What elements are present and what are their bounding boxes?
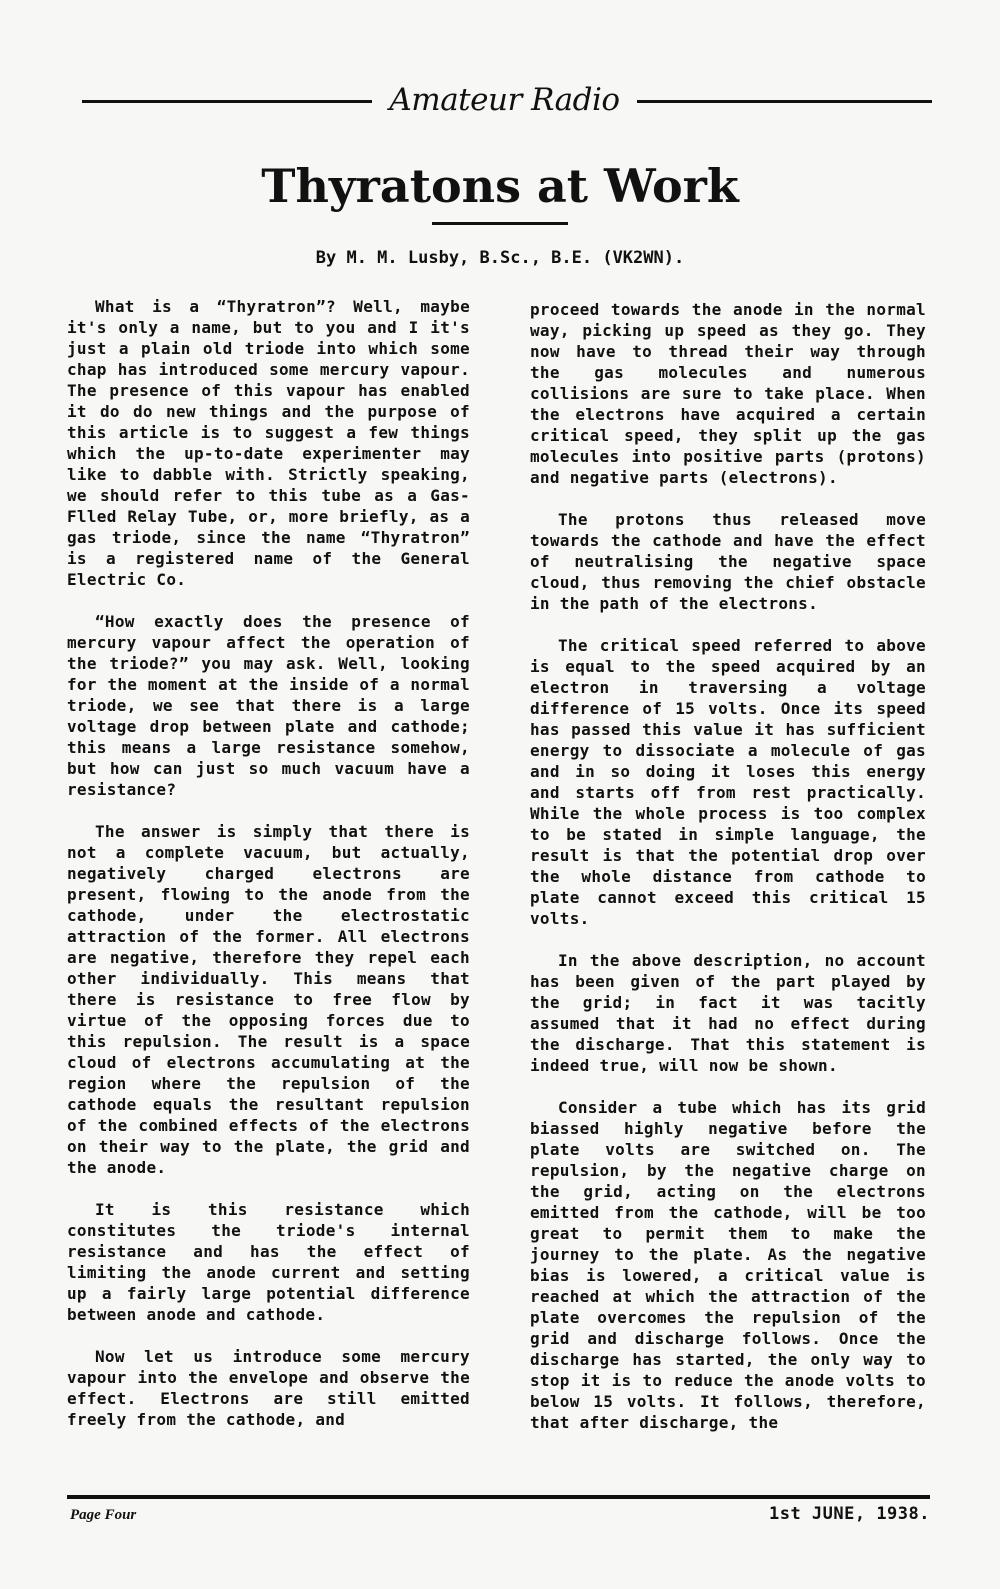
- left-column: [67, 296, 470, 1451]
- paragraph: In the above description, no account has been given of the part played by the grid; in fact it was tacitly assumed that it had no effect during the discharge. That this statement is indeed true, will now be shown.: [530, 951, 926, 1075]
- paragraph: The answer is simply that there is not a complete vacuum, but actually, negatively charged electrons are present, flowing to the anode from the cathode, under the electrostatic attraction of the former. All electrons are negative, therefore they repel each other individually. This means that there is resistance to free flow by virtue of the opposing forces due to this repulsion. The result is a space cloud of electrons accumulating at the region where the repulsion of the cathode equals the resultant repulsion of the combined effects of the electrons on their way to the plate, the grid and the anode.: [67, 822, 470, 1177]
- article-title: Thyratons at Work: [261, 159, 739, 213]
- right-column: [530, 299, 926, 1454]
- paragraph: The protons thus released move towards the cathode and have the effect of neutralising the negative space cloud, thus removing the chief obstacle in the path of the electrons.: [530, 510, 926, 613]
- masthead-rule-left: [82, 100, 372, 103]
- paragraph: What is a “Thyratron”? Well, maybe it's only a name, but to you and I it's just a plain old triode into which some chap has introduced some mercury vapour. The presence of this vapour has enabled it do do new things and the purpose of this article is to suggest a few things which the up-to-date experimenter may like to dabble with. Strictly speaking, we should refer to this tube as a Gas-Flled Relay Tube, or, more briefly, as a gas triode, since the name “Thyratron” is a registered name of the General Electric Co.: [67, 297, 470, 589]
- paragraph: The critical speed referred to above is equal to the speed acquired by an electron in traversing a voltage difference of 15 volts. Once its speed has passed this value it has sufficient energy to dissociate a molecule of gas and in so doing it loses this energy and starts off from rest practically. While the whole process is too complex to be stated in simple language, the result is that the potential drop over the whole distance from cathode to plate cannot exceed this critical 15 volts.: [530, 636, 926, 928]
- masthead: [82, 80, 932, 120]
- paragraph: It is this resistance which constitutes the triode's internal resistance and has the effect of limiting the anode current and setting up a fairly large potential difference between anode and cathode.: [67, 1200, 470, 1324]
- masthead-title: Amateur Radio: [389, 82, 620, 118]
- byline: By M. M. Lusby, B.Sc., B.E. (VK2WN).: [315, 248, 685, 268]
- issue-date: 1st JUNE, 1938.: [768, 1504, 930, 1524]
- footer-rule: [67, 1495, 930, 1499]
- paragraph: “How exactly does the presence of mercury vapour affect the operation of the triode?” you may ask. Well, looking for the moment at the inside of a normal triode, we see that there is a large voltage drop between plate and cathode; this means a large resistance somehow, but how can just so much vacuum have a resistance?: [67, 612, 470, 799]
- paragraph: Consider a tube which has its grid biassed highly negative before the plate volts are switched on. The repulsion, by the negative charge on the grid, acting on the electrons emitted from the cathode, will be too great to permit them to make the journey to the plate. As the negative bias is lowered, a critical value is reached at which the attraction of the plate overcomes the repulsion of the grid and discharge follows. Once the discharge has started, the only way to stop it is to reduce the anode volts to below 15 volts. It follows, therefore, that after discharge, the: [530, 1098, 926, 1432]
- paragraph: Now let us introduce some mercury vapour into the envelope and observe the effect. Electrons are still emitted freely from the cathode, and: [67, 1347, 470, 1429]
- title-underline: [432, 222, 568, 225]
- page-number: Page Four: [70, 1507, 137, 1523]
- masthead-rule-right: [637, 100, 932, 103]
- paragraph-continued: proceed towards the anode in the normal way, picking up speed as they go. They now have to thread their way through the gas molecules and numerous collisions are sure to take place. When the electrons have acquired a certain critical speed, they split up the gas molecules into positive parts (protons) and negative parts (electrons).: [530, 300, 926, 487]
